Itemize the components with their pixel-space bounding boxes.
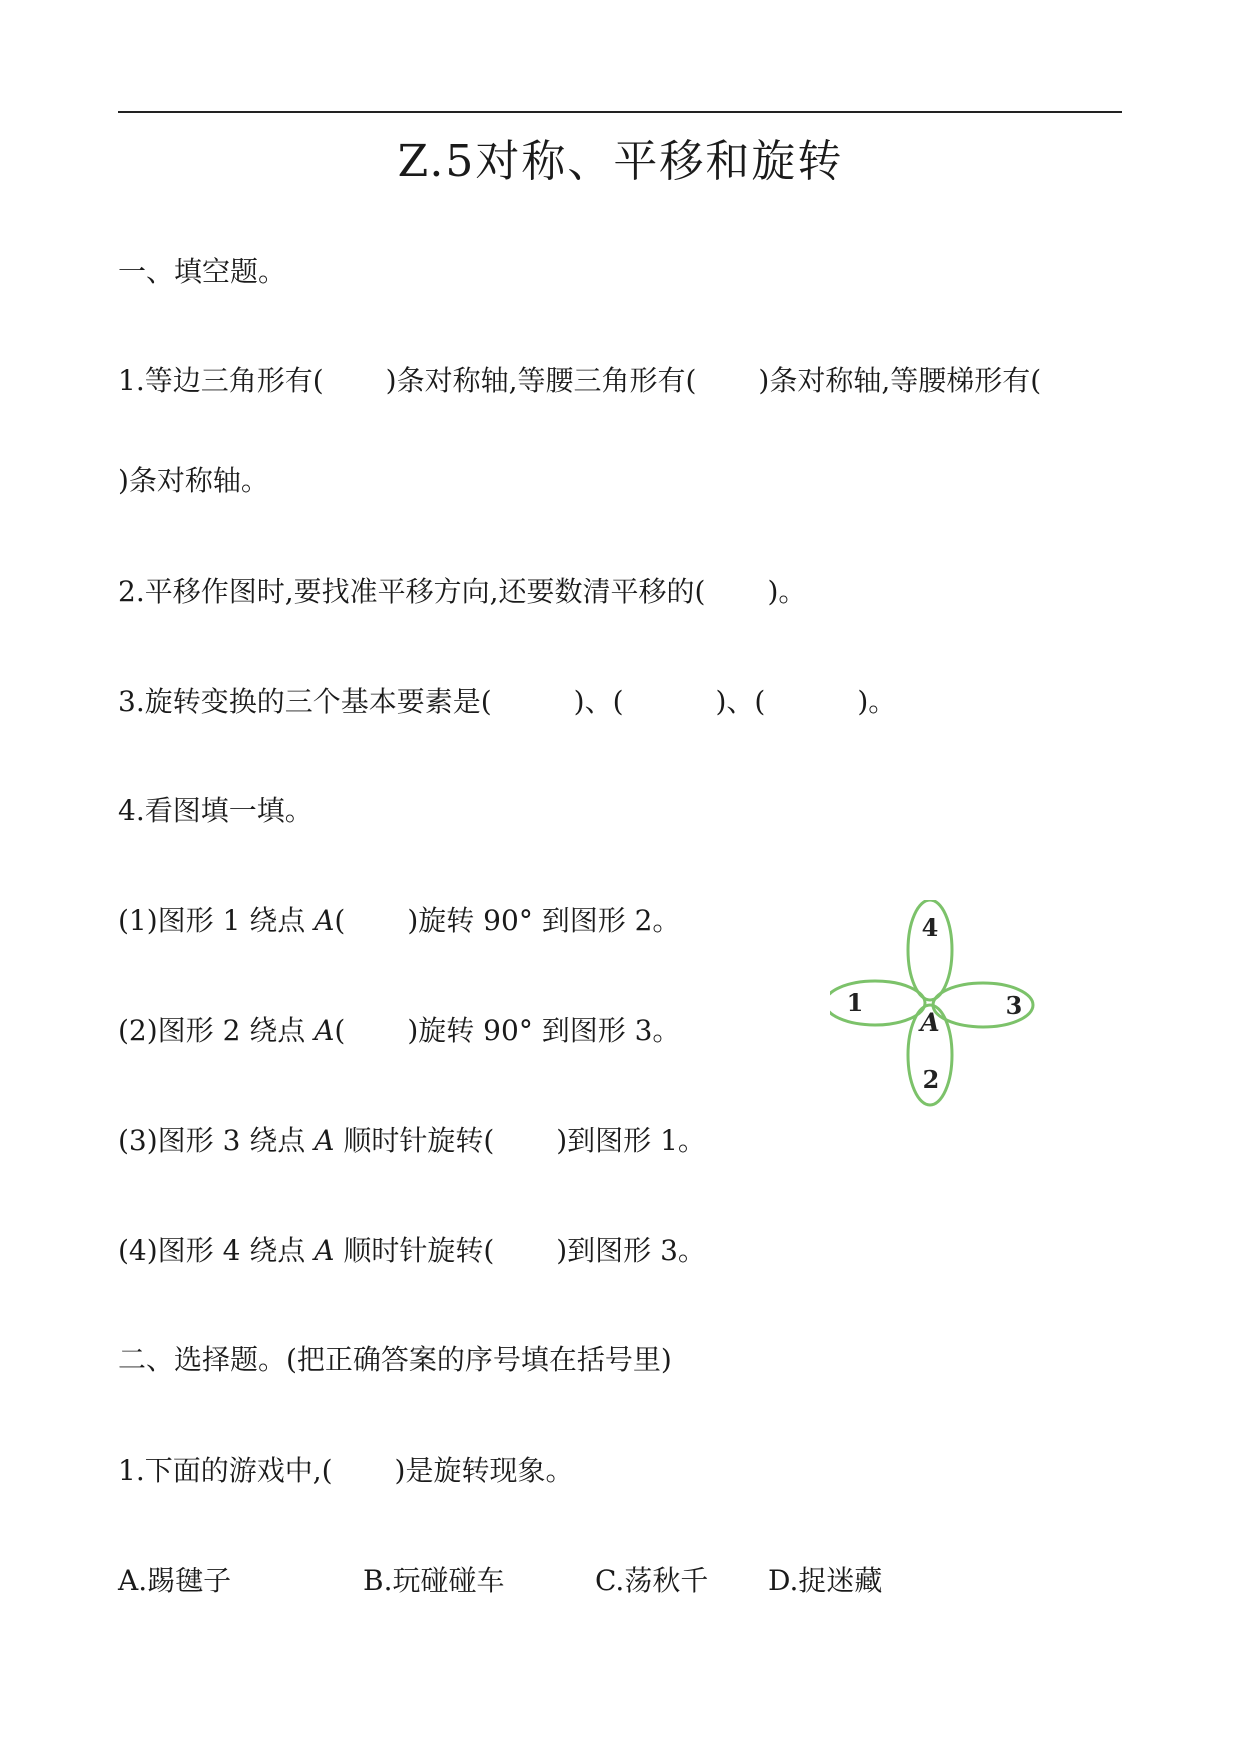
question-3-text-d: )。	[857, 685, 897, 718]
question-3-text-a: 3.旋转变换的三个基本要素是(	[118, 685, 492, 718]
sub-1-text-b: (	[334, 904, 346, 937]
section2-heading: 二、选择题。(把正确答案的序号填在括号里)	[118, 1343, 672, 1376]
sub-3-text-c: )到图形 1。	[556, 1124, 706, 1157]
choice-question-1-text-b: )是旋转现象。	[394, 1454, 574, 1487]
sub-4-text-b: 顺时针旋转(	[334, 1234, 495, 1267]
sub-3-text-a: (3)图形 3 绕点	[118, 1124, 315, 1157]
section1-heading: 一、填空题。	[118, 255, 287, 288]
question-4-stem: 4.看图填一填。	[118, 794, 313, 827]
sub-1-point-label: A	[314, 904, 335, 937]
question-3-text-c: )、(	[715, 685, 766, 718]
choice-question-1	[118, 1454, 574, 1487]
petal-label-4: 4	[921, 913, 939, 942]
question-4-sub-3	[118, 1124, 706, 1157]
sub-4-text-a: (4)图形 4 绕点	[118, 1234, 315, 1267]
choice-question-1-text-a: 1.下面的游戏中,(	[118, 1454, 333, 1487]
page-title: Z.5对称、平移和旋转	[397, 136, 844, 187]
sub-4-text-c: )到图形 3。	[556, 1234, 706, 1267]
question-4-sub-1	[118, 904, 681, 937]
sub-1-text-c: )旋转 90° 到图形 2。	[407, 904, 681, 937]
sub-1-text-a: (1)图形 1 绕点	[118, 904, 315, 937]
option-a[interactable]: A.踢毽子	[118, 1564, 232, 1597]
sub-2-text-c: )旋转 90° 到图形 3。	[407, 1014, 681, 1047]
question-1-text-b: )条对称轴,等腰三角形有(	[385, 364, 697, 397]
question-1-text-a: 1.等边三角形有(	[118, 364, 324, 397]
sub-2-point-label: A	[314, 1014, 335, 1047]
question-1-text-c: )条对称轴,等腰梯形有(	[758, 364, 1042, 397]
sub-4-point-label: A	[314, 1234, 335, 1267]
question-1-line-2: )条对称轴。	[118, 464, 269, 497]
option-b[interactable]: B.玩碰碰车	[363, 1564, 505, 1597]
question-4-sub-2	[118, 1014, 681, 1047]
petal-label-2: 2	[922, 1065, 940, 1094]
petal-1	[830, 981, 925, 1025]
question-2	[118, 575, 807, 608]
question-4-sub-4	[118, 1234, 706, 1267]
question-3-text-b: )、(	[573, 685, 624, 718]
petal-label-3: 3	[1005, 991, 1023, 1020]
option-c[interactable]: C.荡秋千	[595, 1564, 709, 1597]
sub-2-text-b: (	[334, 1014, 346, 1047]
option-d[interactable]: D.捉迷藏	[768, 1564, 883, 1597]
rotation-figure	[830, 900, 1060, 1125]
question-2-text-b: )。	[767, 575, 807, 608]
question-3	[118, 685, 897, 718]
petal-label-1: 1	[846, 988, 864, 1017]
sub-2-text-a: (2)图形 2 绕点	[118, 1014, 315, 1047]
top-rule	[118, 111, 1122, 113]
center-point-label: A	[920, 1008, 940, 1037]
question-1-line-1	[118, 364, 1042, 397]
sub-3-point-label: A	[314, 1124, 335, 1157]
question-2-text-a: 2.平移作图时,要找准平移方向,还要数清平移的(	[118, 575, 706, 608]
sub-3-text-b: 顺时针旋转(	[334, 1124, 495, 1157]
